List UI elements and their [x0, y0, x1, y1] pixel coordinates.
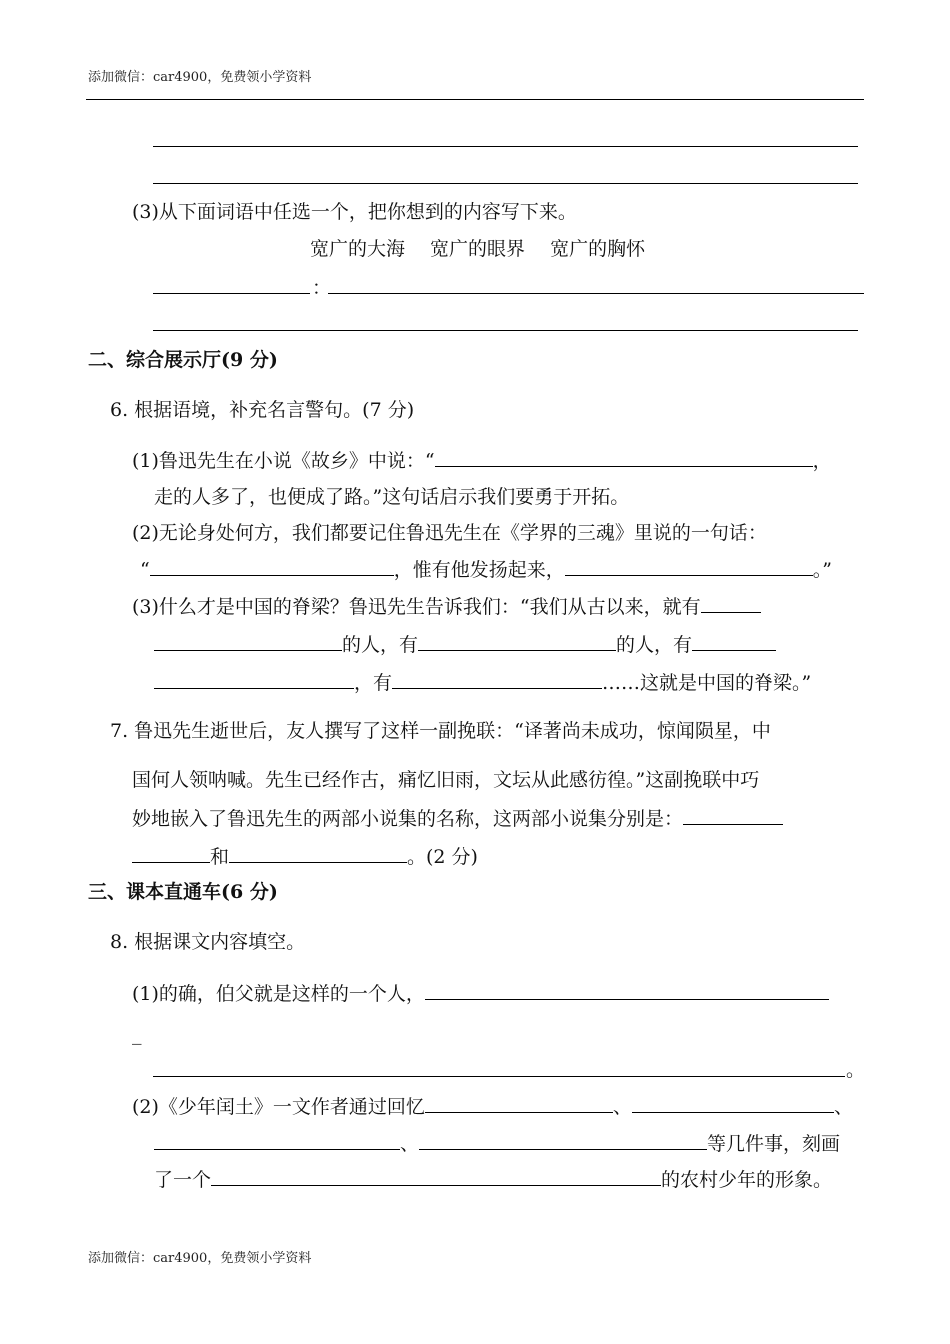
q6-p3-text-a: (3)什么才是中国的脊梁？鲁迅先生告诉我们：“我们从古以来，就有	[132, 596, 701, 618]
q6-p3-blank-3b[interactable]	[154, 670, 354, 689]
q6-part1-line2: 走的人多了，也便成了路。”这句话启示我们要勇于开拓。	[154, 486, 630, 508]
q6-stem: 6. 根据语境，补充名言警句。(7 分)	[110, 399, 415, 421]
q6-p1-blank[interactable]	[435, 448, 813, 467]
q7-and: 和	[210, 846, 230, 868]
q6-part2-line2	[140, 557, 832, 582]
header-rule	[86, 99, 864, 100]
q8-part2-line2	[154, 1131, 840, 1156]
q7-line4	[132, 844, 478, 869]
q6-p3-text-b: 的人，有	[342, 634, 419, 656]
q7-l4-end: 。(2 分)	[407, 846, 478, 868]
q8-part2-line1	[132, 1094, 853, 1119]
q5-part3-text: (3)从下面词语中任选一个，把你想到的内容写下来。	[132, 201, 577, 223]
q7-blank-1a[interactable]	[683, 806, 783, 825]
q6-part3-line3	[154, 670, 811, 695]
q8-p2-text-b: 等几件事，刻画	[707, 1133, 841, 1155]
q7-line2: 国何人领呐喊。先生已经作古，痛忆旧雨，文坛从此感彷徨。”这副挽联中巧	[132, 769, 760, 791]
answer-line	[328, 293, 864, 294]
q8-p2-sep-1: 、	[612, 1096, 632, 1118]
q8-part1-line1	[132, 981, 829, 1006]
section2-title: 二、综合展示厅(9 分)	[88, 349, 278, 371]
q7-line3	[132, 806, 783, 831]
q8-p1-end: 。	[846, 1059, 866, 1081]
q8-p2-text-a: (2)《少年闰土》一文作者通过回忆	[132, 1096, 425, 1118]
q8-p2-text-d: 的农村少年的形象。	[661, 1169, 833, 1191]
footer-note: 添加微信：car4900，免费领小学资料	[88, 1251, 312, 1266]
q6-p2-text-c: ，惟有他发扬起来，	[393, 559, 565, 581]
q8-p1-underscore: _	[132, 1023, 142, 1045]
q6-p2-text-d: 。”	[812, 559, 832, 581]
answer-line	[153, 330, 858, 331]
q6-p2-blank-2[interactable]	[565, 557, 813, 576]
q8-p1-blank-a[interactable]	[425, 981, 829, 1000]
q6-part3-line2	[154, 632, 776, 657]
q5-colon: ：	[312, 277, 332, 299]
q6-part1-line1	[132, 448, 832, 473]
q8-part2-line3	[154, 1167, 832, 1192]
q6-part3-line1	[132, 594, 761, 619]
q8-p2-text-c: 了一个	[154, 1169, 212, 1191]
q6-p2-blank-1[interactable]	[150, 557, 394, 576]
q6-p3-blank-1a[interactable]	[701, 594, 761, 613]
q8-p1-blank-b[interactable]	[153, 1076, 845, 1077]
q7-blank-1b[interactable]	[132, 844, 210, 863]
q6-p1-text-a: (1)鲁迅先生在小说《故乡》中说：“	[132, 450, 435, 472]
q6-part2-line1: (2)无论身处何方，我们都要记住鲁迅先生在《学界的三魂》里说的一句话：	[132, 522, 767, 544]
q6-p3-blank-3a[interactable]	[692, 632, 776, 651]
q6-p2-open-quote: “	[140, 559, 150, 581]
q7-blank-2[interactable]	[229, 844, 407, 863]
q7-line1: 7. 鲁迅先生逝世后，友人撰写了这样一副挽联：“译著尚未成功，惊闻陨星，中	[110, 720, 771, 742]
q8-p2-blank-5[interactable]	[211, 1167, 661, 1186]
q6-p3-blank-4[interactable]	[392, 670, 602, 689]
q8-p2-sep-3: 、	[400, 1133, 420, 1155]
q8-p2-blank-1[interactable]	[425, 1094, 613, 1113]
q6-p3-text-e: ……这就是中国的脊梁。”	[602, 672, 812, 694]
q8-p2-blank-2[interactable]	[632, 1094, 834, 1113]
q6-p1-text-b: ，	[812, 450, 832, 472]
q8-stem: 8. 根据课文内容填空。	[110, 931, 306, 953]
q8-p2-blank-3[interactable]	[154, 1131, 400, 1150]
q6-p3-blank-1b[interactable]	[154, 632, 342, 651]
answer-line-topic	[153, 293, 310, 294]
q6-p3-text-d: ，有	[354, 672, 393, 694]
answer-line	[153, 146, 858, 147]
q6-p3-text-c: 的人，有	[616, 634, 693, 656]
q7-l3-text: 妙地嵌入了鲁迅先生的两部小说集的名称，这两部小说集分别是：	[132, 808, 684, 830]
header-note: 添加微信：car4900，免费领小学资料	[88, 70, 312, 85]
q8-p1-text-a: (1)的确，伯父就是这样的一个人，	[132, 983, 425, 1005]
q8-p2-blank-4[interactable]	[419, 1131, 707, 1150]
q6-p3-blank-2[interactable]	[418, 632, 616, 651]
q5-word-choices: 宽广的大海 宽广的眼界 宽广的胸怀	[310, 238, 646, 260]
answer-line	[153, 183, 858, 184]
section3-title: 三、课本直通车(6 分)	[88, 881, 278, 903]
q8-p2-sep-2: 、	[833, 1096, 853, 1118]
